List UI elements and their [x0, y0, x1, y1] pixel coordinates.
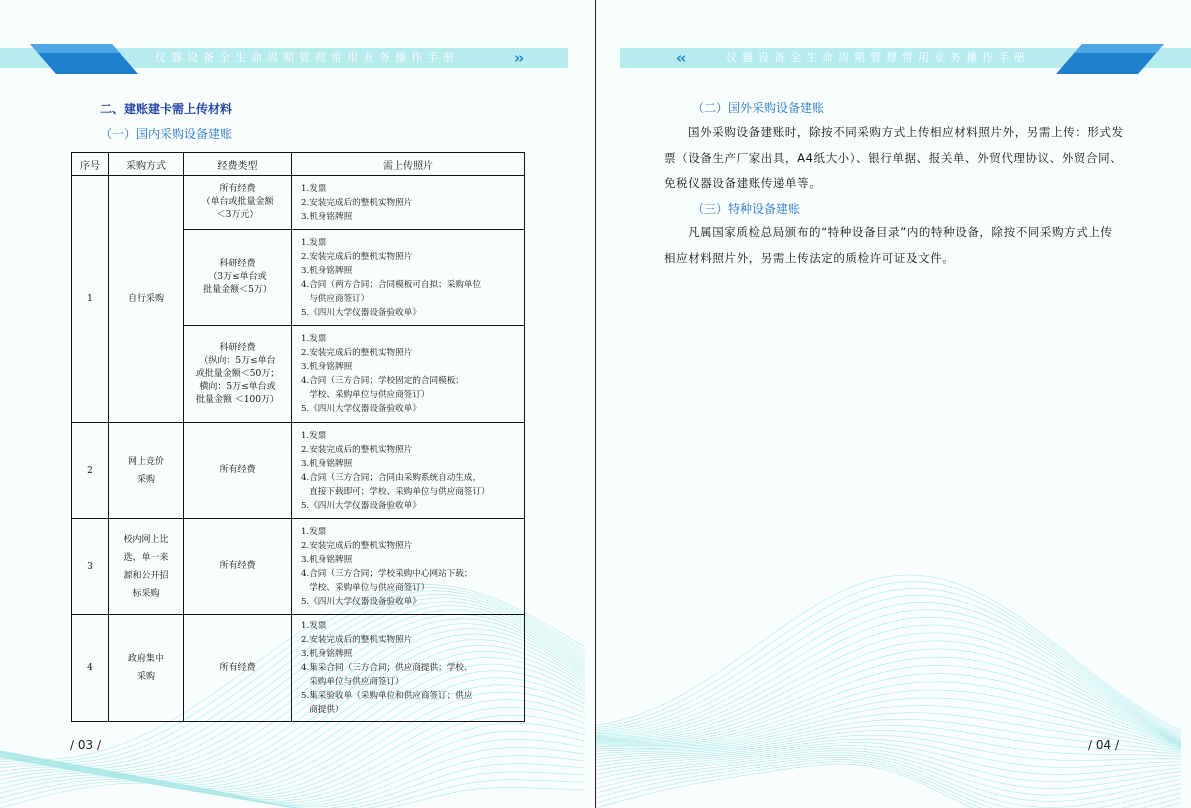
- photo-item: 1.发票: [301, 621, 327, 631]
- paragraph-foreign: 国外采购设备建账时，除按不同采购方式上传相应材料照片外，另需上传：形式发票（设备生产厂家出具，A4纸大小）、银行单据、报关单、外贸代理协议、外贸合同、免税仪器设备建账传递单等。: [664, 125, 1124, 190]
- photo-item: 2.安装完成后的整机实物照片: [301, 635, 413, 645]
- cell-fund-type: 所有经费: [184, 423, 292, 519]
- photo-item: 5.《四川大学仪器设备验收单》: [301, 596, 421, 607]
- cell-fund-type: 所有经费 （单台或批量金额 ＜3万元）: [184, 176, 292, 230]
- column-header: 采购方式: [109, 153, 184, 176]
- cell-fund-type: 所有经费: [184, 615, 292, 722]
- photo-item: 1.发票: [301, 334, 327, 344]
- cell-serial-no: 1: [72, 176, 109, 423]
- paragraph-special: 凡属国家质检总局颁布的“特种设备目录”内的特种设备，除按不同采购方式上传相应材料照片外，另需上传法定的质检许可证及文件。: [664, 225, 1113, 265]
- photo-item: 直接下载即可；学校、采购单位与供应商签订）: [301, 486, 490, 497]
- table-header-row: [72, 153, 525, 176]
- cell-required-photos: [292, 176, 525, 230]
- photo-item: 5.《四川大学仪器设备验收单》: [301, 404, 421, 414]
- chevron-right-icon: ››: [514, 49, 523, 67]
- photo-item: 2.安装完成后的整机实物照片: [301, 197, 413, 208]
- chevron-left-icon: ‹‹: [676, 49, 685, 67]
- right-page: [596, 0, 1191, 808]
- column-header: 序号: [72, 153, 109, 176]
- photo-item: 3.机身铭牌照: [301, 554, 353, 565]
- header-tab-shape: [1056, 44, 1164, 74]
- cell-serial-no: 4: [72, 615, 109, 722]
- cell-required-photos: [292, 423, 525, 519]
- sub-heading-special: （三）特种设备建账: [692, 202, 801, 216]
- photo-item: 2.安装完成后的整机实物照片: [301, 444, 413, 455]
- cell-required-photos: [292, 519, 525, 615]
- photo-item: 4.集采合同（三方合同；供应商提供；学校、: [301, 663, 473, 673]
- photo-item: 2.安装完成后的整机实物照片: [301, 540, 413, 551]
- cell-required-photos: [292, 230, 525, 326]
- header-tab-shape: [30, 44, 138, 74]
- sub-heading-domestic: （一）国内采购设备建账: [100, 127, 233, 141]
- cell-procurement-method: 政府集中 采购: [109, 615, 184, 722]
- photo-item: 4.合同（三方合同；合同由采购系统自动生成，: [301, 472, 482, 483]
- photo-item: 5.《四川大学仪器设备验收单》: [301, 500, 421, 511]
- page-number: / 03 /: [70, 738, 101, 752]
- cell-required-photos: [292, 326, 525, 423]
- photo-item: 4.合同（三方合同；学校采购中心网站下载；: [301, 568, 473, 579]
- photo-item: 4.合同（三方合同；学校固定的合同模板；: [301, 376, 464, 386]
- photo-item: 1.发票: [301, 430, 327, 441]
- photo-item: 4.合同（两方合同；合同模板可自拟；采购单位: [301, 279, 482, 290]
- section-heading: 二、建账建卡需上传材料: [100, 102, 233, 116]
- photo-item: 1.发票: [301, 183, 327, 194]
- photo-item: 2.安装完成后的整机实物照片: [301, 348, 413, 358]
- photo-item: 1.发票: [301, 237, 327, 248]
- column-header: 经费类型: [184, 153, 292, 176]
- upload-materials-table: [71, 152, 525, 722]
- photo-item: 1.发票: [301, 526, 327, 537]
- photo-item: 3.机身铭牌照: [301, 362, 353, 372]
- cell-procurement-method: 校内网上比 选、单一来 源和公开招 标采购: [109, 519, 184, 615]
- photo-item: 3.机身铭牌照: [301, 211, 353, 222]
- cell-fund-type: 科研经费 （纵向：5万≤单台 或批量金额＜50万； 横向：5万≤单台或 批量金额 ＜100万）: [184, 326, 292, 423]
- cell-required-photos: [292, 615, 525, 722]
- photo-item: 采购单位与供应商签订）: [301, 677, 404, 687]
- photo-item: 3.机身铭牌照: [301, 649, 353, 659]
- photo-item: 3.机身铭牌照: [301, 265, 353, 276]
- wave-decoration: [596, 508, 1191, 808]
- header-title: 仪器设备全生命周期管理常用业务操作手册: [155, 51, 459, 64]
- photo-item: 商提供）: [301, 705, 344, 715]
- table-row: [72, 423, 525, 519]
- photo-item: 学校、采购单位与供应商签订）: [301, 582, 430, 593]
- cell-procurement-method: 网上竞价 采购: [109, 423, 184, 519]
- table-row: [72, 615, 525, 722]
- cell-fund-type: 科研经费 （3万≤单台或 批量金额＜5万）: [184, 230, 292, 326]
- photo-item: 3.机身铭牌照: [301, 458, 353, 469]
- photo-item: 学校、采购单位与供应商签订）: [301, 390, 430, 400]
- cell-serial-no: 3: [72, 519, 109, 615]
- photo-item: 5.《四川大学仪器设备验收单》: [301, 307, 421, 318]
- table-row: [72, 519, 525, 615]
- page-number: / 04 /: [1088, 738, 1119, 752]
- photo-item: 与供应商签订）: [301, 293, 370, 304]
- header-title: 仪器设备全生命周期管理常用业务操作手册: [726, 51, 1030, 64]
- column-header: 需上传照片: [292, 153, 525, 176]
- table-row: [72, 176, 525, 230]
- cell-serial-no: 2: [72, 423, 109, 519]
- sub-heading-foreign: （二）国外采购设备建账: [692, 101, 825, 115]
- cell-fund-type: 所有经费: [184, 519, 292, 615]
- cell-procurement-method: 自行采购: [109, 176, 184, 423]
- photo-item: 5.集采验收单（采购单位和供应商签订；供应: [301, 691, 473, 701]
- photo-item: 2.安装完成后的整机实物照片: [301, 251, 413, 262]
